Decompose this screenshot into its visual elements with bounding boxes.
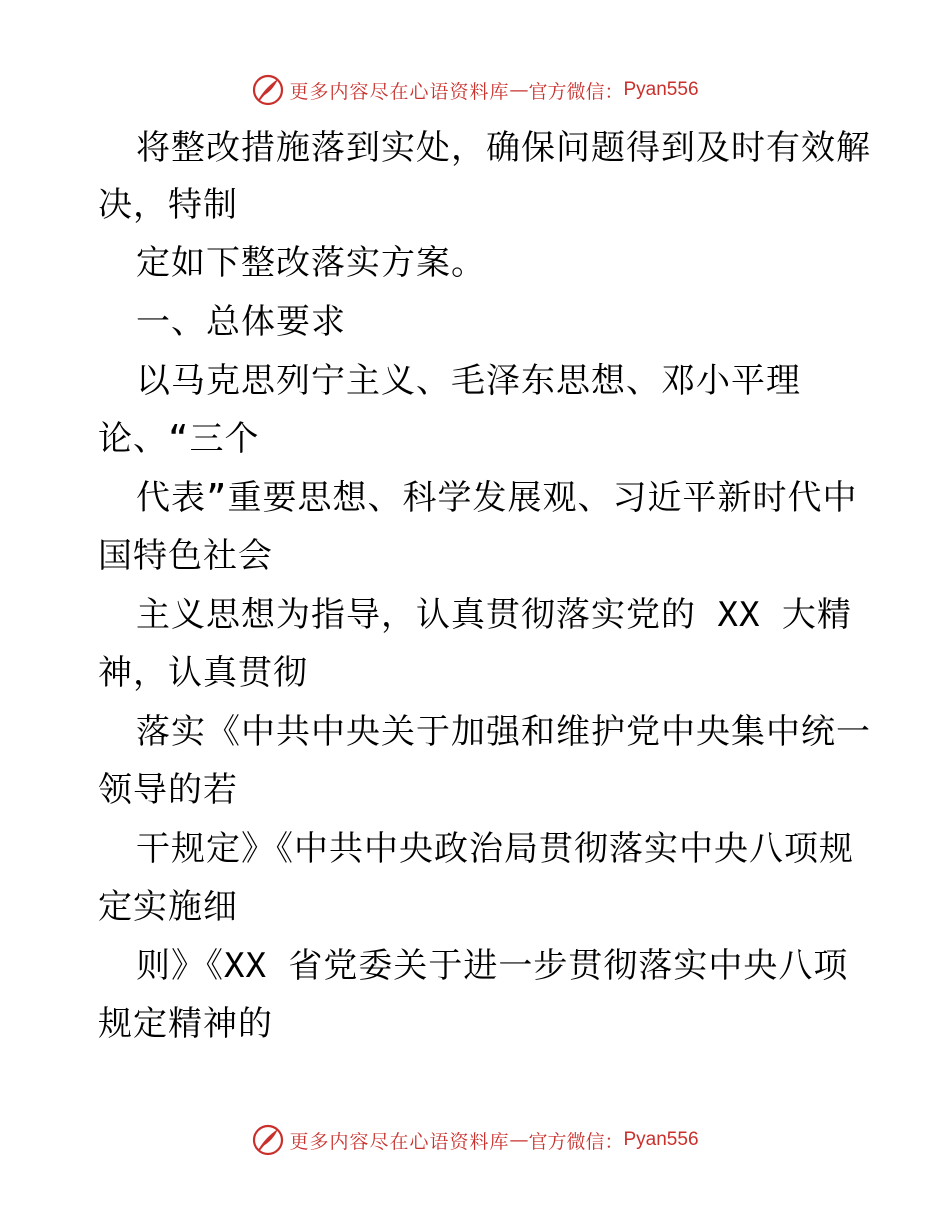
doc-line: 将整改措施落到实处，确保问题得到及时有效解: [136, 128, 871, 168]
doc-line: 定如下整改落实方案。: [136, 243, 486, 283]
section-heading: 一、总体要求: [136, 302, 346, 342]
watermark-contact-id: Pyan556: [623, 79, 699, 100]
watermark-separator: —: [509, 79, 529, 101]
doc-line: 神，认真贯彻: [98, 653, 308, 693]
doc-line: 以马克思列宁主义、毛泽东思想、邓小平理: [136, 361, 801, 401]
doc-line: 代表”重要思想、科学发展观、习近平新时代中: [136, 478, 858, 518]
watermark-contact-label: 官方微信：: [528, 1130, 624, 1153]
doc-line: 落实《中共中央关于加强和维护党中央集中统一: [136, 712, 871, 752]
watermark-brand-text: 更多内容尽在心语资料库: [289, 1130, 510, 1153]
doc-line: 干规定》《中共中央政治局贯彻落实中央八项规: [136, 829, 854, 869]
doc-line: 则》《XX 省党委关于进一步贯彻落实中央八项: [136, 946, 849, 986]
doc-line: 规定精神的: [98, 1004, 273, 1044]
watermark-contact-id: Pyan556: [623, 1129, 699, 1150]
doc-line: 领导的若: [98, 770, 238, 810]
doc-line: 主义思想为指导，认真贯彻落实党的 XX 大精: [136, 595, 852, 635]
doc-line: 定实施细: [98, 887, 238, 927]
watermark-contact-label: 官方微信：: [528, 80, 624, 103]
watermark-brand-text: 更多内容尽在心语资料库: [289, 80, 510, 103]
doc-line: 论、“三个: [98, 419, 260, 459]
quill-pen-logo-icon: [251, 73, 285, 107]
doc-line: 决，特制: [98, 185, 238, 225]
header-watermark: [0, 70, 950, 110]
footer-watermark: [0, 1120, 950, 1160]
quill-pen-logo-icon: [251, 1123, 285, 1157]
doc-line: 国特色社会: [98, 536, 273, 576]
watermark-separator: —: [509, 1129, 529, 1151]
